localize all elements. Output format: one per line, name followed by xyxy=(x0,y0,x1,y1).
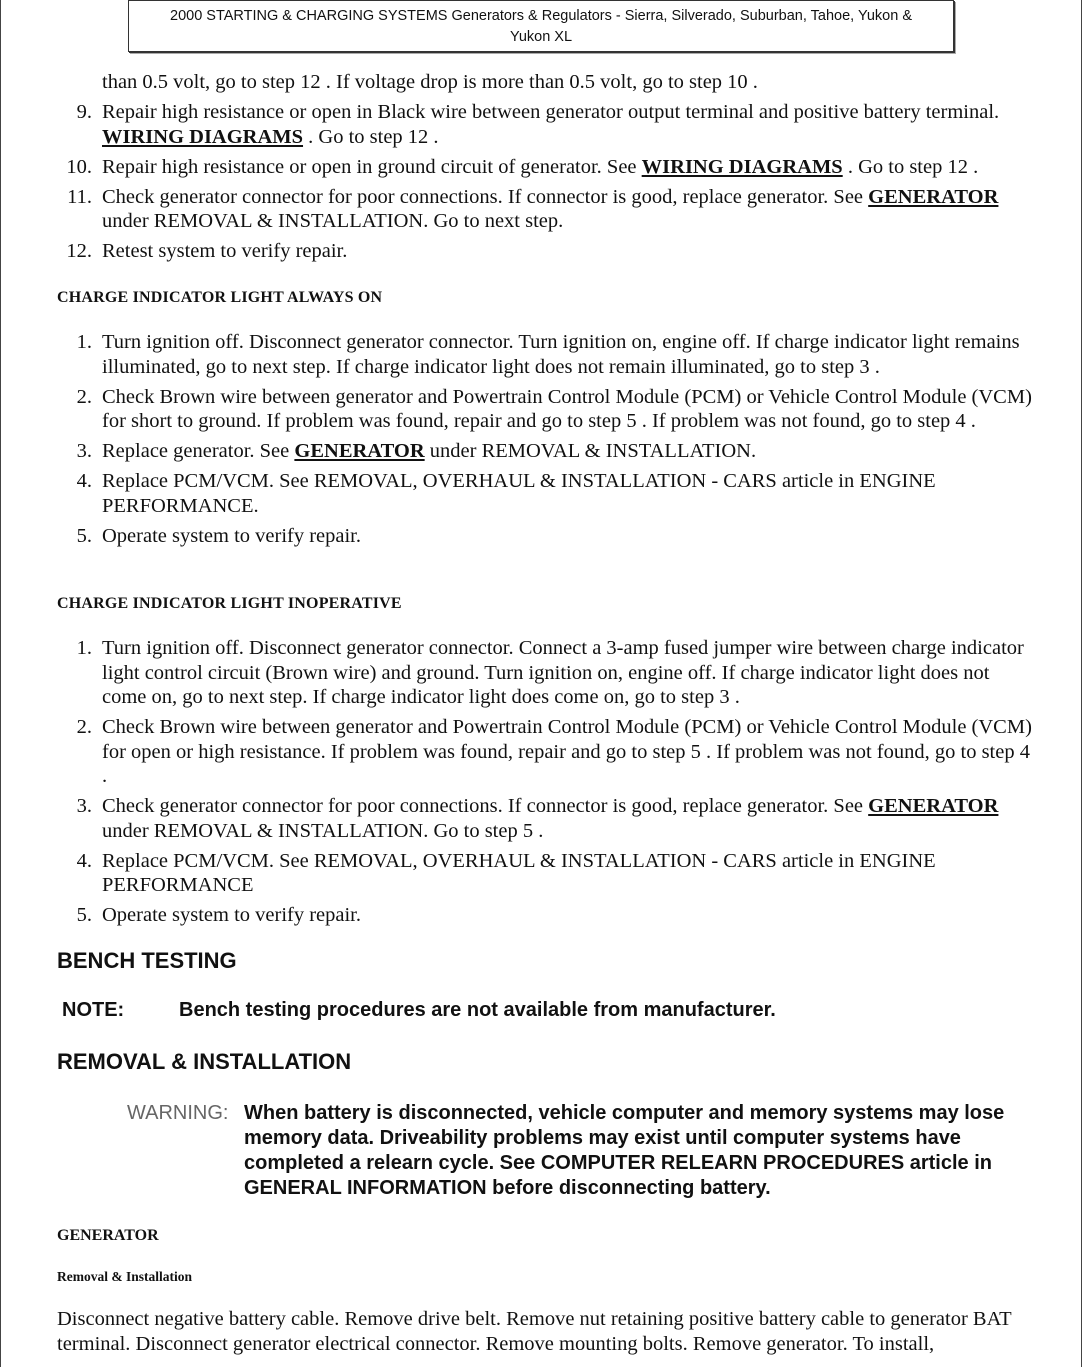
list-item xyxy=(0,385,1082,434)
step-number: 10. xyxy=(66,155,92,178)
step-text: Operate system to verify repair. xyxy=(102,904,362,926)
list-item xyxy=(0,330,1082,379)
note-label: NOTE: xyxy=(62,999,125,1021)
removal-installation-subheading: Removal & Installation xyxy=(57,1269,192,1284)
bench-testing-heading: BENCH TESTING xyxy=(57,948,237,973)
list-item xyxy=(0,524,1082,549)
warning-text: When battery is disconnected, vehicle computer and memory systems may lose memory data. Driveability problems may exist until computer systems have completed a relearn cycle. See COMPUTER RELEARN PROCEDURES article in GENERAL INFORMATION before disconnecting battery. xyxy=(244,1102,1005,1199)
step-number: 1. xyxy=(76,331,92,353)
step-text: Replace generator. See xyxy=(102,440,295,462)
list-item xyxy=(0,439,1082,464)
step-text: Check generator connector for poor connections. If connector is good, replace generator. See xyxy=(102,185,869,208)
step-number: 12. xyxy=(66,240,92,262)
list-item xyxy=(0,715,1082,789)
header-line-1: 2000 STARTING & CHARGING SYSTEMS Generators & Regulators - Sierra, Silverado, Suburban, Tahoe, Yukon & xyxy=(170,8,912,24)
generator-procedure-text: Disconnect negative battery cable. Remove drive belt. Remove nut retaining positive battery cable to generator BAT terminal. Disconnect generator electrical connector. Remove mounting bolts. Remove generator. To install, xyxy=(57,1308,1012,1355)
cross-reference-link[interactable]: WIRING DIAGRAMS xyxy=(641,155,843,178)
list-item xyxy=(0,794,1082,843)
step-text: Turn ignition off. Disconnect generator connector. Turn ignition on, engine off. If charge indicator light remains illuminated, go to next step. If charge indicator light does not remain illuminated, go to step 3 . xyxy=(102,331,1020,378)
always-on-step-list xyxy=(0,330,1082,554)
step-number: 3. xyxy=(76,795,92,817)
page-header xyxy=(128,0,954,52)
list-item xyxy=(0,469,1082,518)
step-number: 11. xyxy=(67,185,92,208)
step-text-continued: under REMOVAL & INSTALLATION. Go to next step. xyxy=(102,210,564,232)
header-line-2: Yukon XL xyxy=(509,29,573,45)
generator-heading: GENERATOR xyxy=(57,1227,159,1244)
step-number: 2. xyxy=(76,385,92,408)
step-text: Replace PCM/VCM. See REMOVAL, OVERHAUL & INSTALLATION - CARS article in ENGINE PERFORMANCE xyxy=(102,849,936,896)
step-text-continued: . Go to step 12 . xyxy=(842,155,979,178)
list-item xyxy=(0,185,1082,234)
step-text: Repair high resistance or open in Black wire between generator output terminal and positive battery terminal. xyxy=(102,101,1000,123)
step-text-continued: under REMOVAL & INSTALLATION. xyxy=(424,440,757,462)
note-text: Bench testing procedures are not available from manufacturer. xyxy=(179,999,776,1021)
cross-reference-link[interactable]: GENERATOR xyxy=(294,440,425,462)
section-title-inoperative: CHARGE INDICATOR LIGHT INOPERATIVE xyxy=(57,595,402,612)
bench-testing-note xyxy=(62,999,776,1022)
cross-reference-link[interactable]: GENERATOR xyxy=(868,185,999,208)
list-item xyxy=(0,849,1082,898)
step-text: Check Brown wire between generator and Powertrain Control Module (PCM) or Vehicle Control Module (VCM) for short to ground. If problem was found, repair and go to step 5 . If problem was not found, go to step 4 . xyxy=(102,385,1032,432)
step-text: Retest system to verify repair. xyxy=(102,240,348,262)
top-step-list xyxy=(0,100,1082,269)
section-title-always-on: CHARGE INDICATOR LIGHT ALWAYS ON xyxy=(57,289,383,306)
list-item xyxy=(0,903,1082,928)
step-number: 5. xyxy=(76,904,92,926)
list-item xyxy=(0,239,1082,264)
warning-label: WARNING: xyxy=(127,1102,229,1124)
step-number: 3. xyxy=(76,440,92,462)
step-text: Check generator connector for poor connections. If connector is good, replace generator. See xyxy=(102,795,869,817)
step-text: Turn ignition off. Disconnect generator connector. Connect a 3-amp fused jumper wire between charge indicator light control circuit (Brown wire) and ground. Turn ignition on, engine off. If charge indicator light does not come on, go to next step. If charge indicator light does come on, go to step 3 . xyxy=(102,637,1024,708)
step-text: Check Brown wire between generator and Powertrain Control Module (PCM) or Vehicle Control Module (VCM) for open or high resistance. If problem was found, repair and go to step 5 . If problem was not found, go to step 4 . xyxy=(102,716,1032,787)
step-text: Replace PCM/VCM. See REMOVAL, OVERHAUL & INSTALLATION - CARS article in ENGINE PERFORMANCE. xyxy=(102,470,936,517)
step-text: Repair high resistance or open in ground circuit of generator. See xyxy=(102,155,642,178)
cross-reference-link[interactable]: WIRING DIAGRAMS xyxy=(102,125,304,148)
step-text: Operate system to verify repair. xyxy=(102,524,362,547)
step-number: 1. xyxy=(76,637,92,659)
step-number: 5. xyxy=(76,524,92,547)
step-number: 9. xyxy=(76,101,92,123)
removal-installation-heading: REMOVAL & INSTALLATION xyxy=(57,1049,352,1074)
list-item xyxy=(0,636,1082,710)
step-text-continued: . Go to step 12 . xyxy=(303,125,439,148)
step-number: 4. xyxy=(76,849,92,872)
continuation-text: than 0.5 volt, go to step 12 . If voltage drop is more than 0.5 volt, go to step 10 . xyxy=(102,71,758,93)
cross-reference-link[interactable]: GENERATOR xyxy=(868,795,999,817)
list-item xyxy=(0,155,1082,180)
step-text-continued: under REMOVAL & INSTALLATION. Go to step 5 . xyxy=(102,819,544,842)
inoperative-step-list xyxy=(0,636,1082,933)
step-number: 2. xyxy=(76,716,92,738)
step-number: 4. xyxy=(76,470,92,492)
list-item xyxy=(0,100,1082,149)
